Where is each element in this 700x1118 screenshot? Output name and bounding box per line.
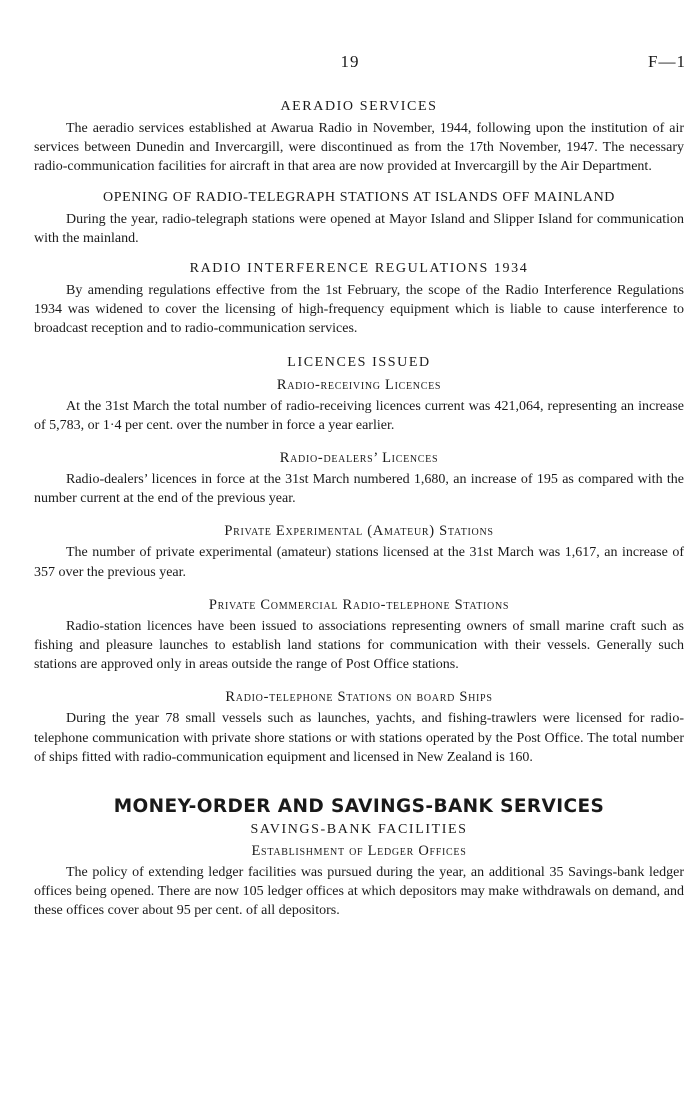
page-content — [34, 98, 684, 921]
interference-paragraph: By amending regulations effective from the 1st February, the scope of the Radio Interference Regulations 1934 was widened to cover the licensing of high-frequency equipment which is liable to cause interference to broadcast reception and to radio-communication services. — [34, 283, 684, 337]
amateur-stations-heading: Private Experimental (Amateur) Stations — [224, 523, 494, 540]
commercial-stations-paragraph: Radio-station licences have been issued to associations representing owners of small marine craft such as fishing and pleasure launches to establish land stations for communication with their vessels. Generally such stations are approved only in areas outside the range of Post Office stations. — [34, 618, 684, 673]
ledger-offices-heading: Establishment of Ledger Offices — [251, 843, 467, 860]
receiving-licences-heading: Radio-receiving Licences — [276, 376, 442, 393]
receiving-licences-paragraph: At the 31st March the total number of radio-receiving licences current was 421,064, representing an increase of 5,783, or 1·4 per cent. over the number in force a year earlier. — [34, 398, 684, 433]
commercial-stations-heading: Private Commercial Radio-telephone Stations — [208, 596, 510, 613]
amateur-stations-paragraph: The number of private experimental (amateur) stations licensed at the 31st March was 1,617, an increase of 357 over the previous year. — [34, 545, 684, 580]
dealers-licences-heading: Radio-dealers’ Licences — [279, 450, 439, 467]
interference-heading: RADIO INTERFERENCE REGULATIONS 1934 — [189, 261, 529, 277]
savings-bank-heading: SAVINGS-BANK FACILITIES — [250, 822, 468, 838]
radio-telegraph-paragraph: During the year, radio-telegraph stations were opened at Mayor Island and Slipper Island for communication with the mainland. — [34, 211, 684, 246]
ship-stations-heading: Radio-telephone Stations on board Ships — [225, 689, 493, 706]
ledger-offices-paragraph: The policy of extending ledger facilities was pursued during the year, an additional 35 Savings-bank ledger offices being opened. There are now 105 ledger offices at which depositors may make withdrawals on demand, and these offices cover about 95 per cent. of all depositors. — [34, 865, 684, 919]
aeradio-heading: AERADIO SERVICES — [280, 99, 438, 114]
aeradio-paragraph: The aeradio services established at Awarua Radio in November, 1944, following upon the institution of air services between Dunedin and Invercargill, were discontinued as from the 17th November, 1947. The necessary radio-communication facilities for aircraft in that area are now provided at Invercargill by the Air Department. — [34, 121, 684, 175]
page-header — [0, 52, 700, 78]
dealers-licences-paragraph: Radio-dealers’ licences in force at the 31st March numbered 1,680, an increase of 195 as compared with the number current at the end of the previous year. — [34, 472, 684, 507]
licences-heading: LICENCES ISSUED — [287, 354, 431, 370]
radio-telegraph-heading: OPENING OF RADIO-TELEGRAPH STATIONS AT ISLANDS OFF MAINLAND — [103, 189, 615, 205]
page-number: 19 — [340, 52, 360, 71]
page-reference: F—1 — [648, 52, 686, 71]
ship-stations-paragraph: During the year 78 small vessels such as launches, yachts, and fishing-trawlers were licensed for radio-telephone communication with private shore stations or with stations operated by the Post Office. The total number of ships fitted with radio-communication equipment and licensed in New Zealand is 160. — [34, 711, 684, 765]
money-order-heading: MONEY-ORDER AND SAVINGS-BANK SERVICES — [113, 796, 605, 818]
